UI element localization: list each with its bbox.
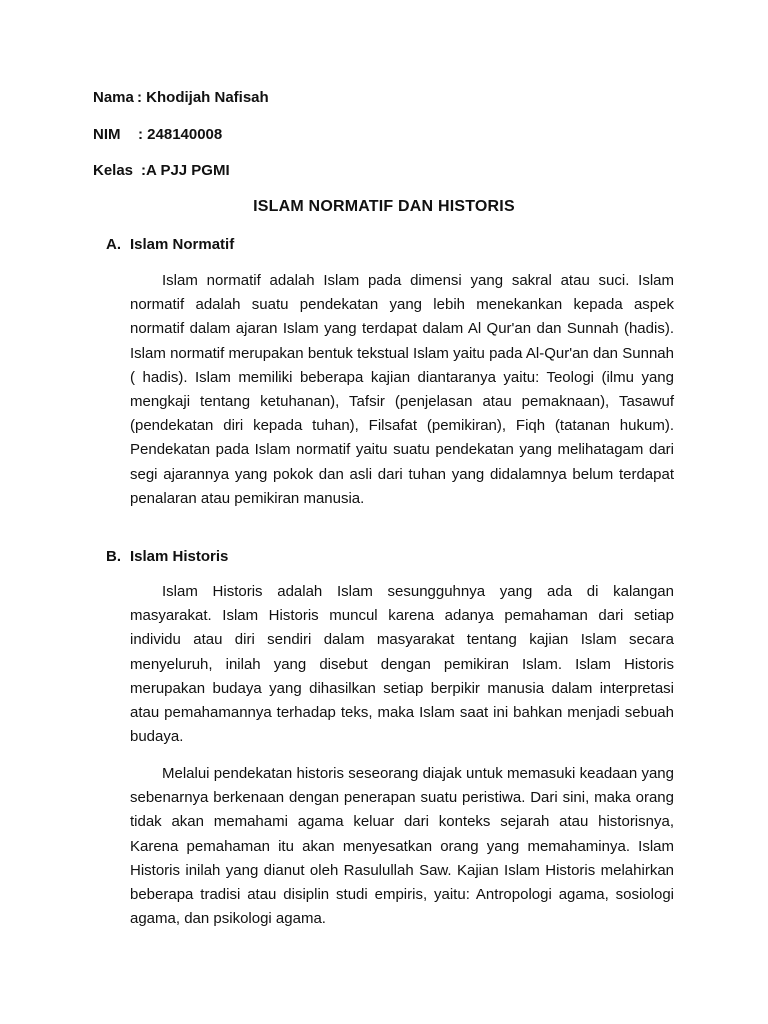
- nim-label: NIM: [93, 126, 121, 143]
- name-value: : Khodijah Nafisah: [137, 89, 269, 106]
- kelas-value: :A PJJ PGMI: [141, 162, 230, 179]
- section-b-paragraph-1: Islam Historis adalah Islam sesungguhnya yang ada di kalangan masyarakat. Islam Historis muncul karena adanya pemahaman dari setiap individu atau diri sendiri dalam masyarakat tentang kajian Islam secara menyeluruh, inilah yang disebut dengan pemikiran Islam. Islam Historis merupakan budaya yang dihasilkan setiap berpikir manusia dalam interpretasi atau pemahamannya terhadap teks, maka Islam saat ini bahkan menjadi sebuah budaya.: [130, 583, 674, 746]
- section-a-title: Islam Normatif: [130, 236, 235, 253]
- section-b-heading: [106, 548, 228, 565]
- document-title: ISLAM NORMATIF DAN HISTORIS: [253, 198, 515, 215]
- section-b-letter: B.: [106, 548, 121, 565]
- kelas-line: [93, 161, 230, 181]
- section-b-paragraph-2: Melalui pendekatan historis seseorang diajak untuk memasuki keadaan yang sebenarnya berkenaan dengan penerapan suatu peristiwa. Dari sini, maka orang tidak akan memahami agama keluar dari konteks sejarah atau historisnya, Karena pemahaman itu akan menyesatkan orang yang memahaminya. Islam Historis inilah yang dianut oleh Rasulullah Saw. Kajian Islam Historis melahirkan beberapa tradisi atau disiplin studi empiris, yaitu: Antropologi agama, sosiologi agama, dan psikologi agama.: [130, 765, 674, 928]
- name-line: [93, 88, 269, 108]
- kelas-label: Kelas: [93, 162, 134, 179]
- section-a-heading: [106, 236, 234, 253]
- section-a-letter: A.: [106, 236, 121, 253]
- section-a-paragraph: Islam normatif adalah Islam pada dimensi yang sakral atau suci. Islam normatif adalah suatu pendekatan yang lebih menekankan kepada aspek normatif dalam ajaran Islam yang terdapat dalam Al Qur'an dan Sunnah (hadis). Islam normatif merupakan bentuk tekstual Islam yaitu pada Al-Qur'an dan Sunnah ( hadis). Islam memiliki beberapa kajian diantaranya yaitu: Teologi (ilmu yang mengkaji tentang ketuhanan), Tafsir (penjelasan atau pemaknaan), Tasawuf (pendekatan diri kepada tuhan), Filsafat (pemikiran), Fiqh (tatanan hukum). Pendekatan pada Islam normatif yaitu suatu pendekatan yang melihatagam dari segi ajarannya yang pokok dan asli dari tuhan yang didalamnya belum terdapat penalaran atau pemikiran manusia.: [130, 272, 674, 507]
- name-label: Nama: [93, 89, 134, 106]
- nim-line: [93, 125, 222, 145]
- section-b-title: Islam Historis: [130, 548, 229, 565]
- nim-value: : 248140008: [138, 126, 223, 143]
